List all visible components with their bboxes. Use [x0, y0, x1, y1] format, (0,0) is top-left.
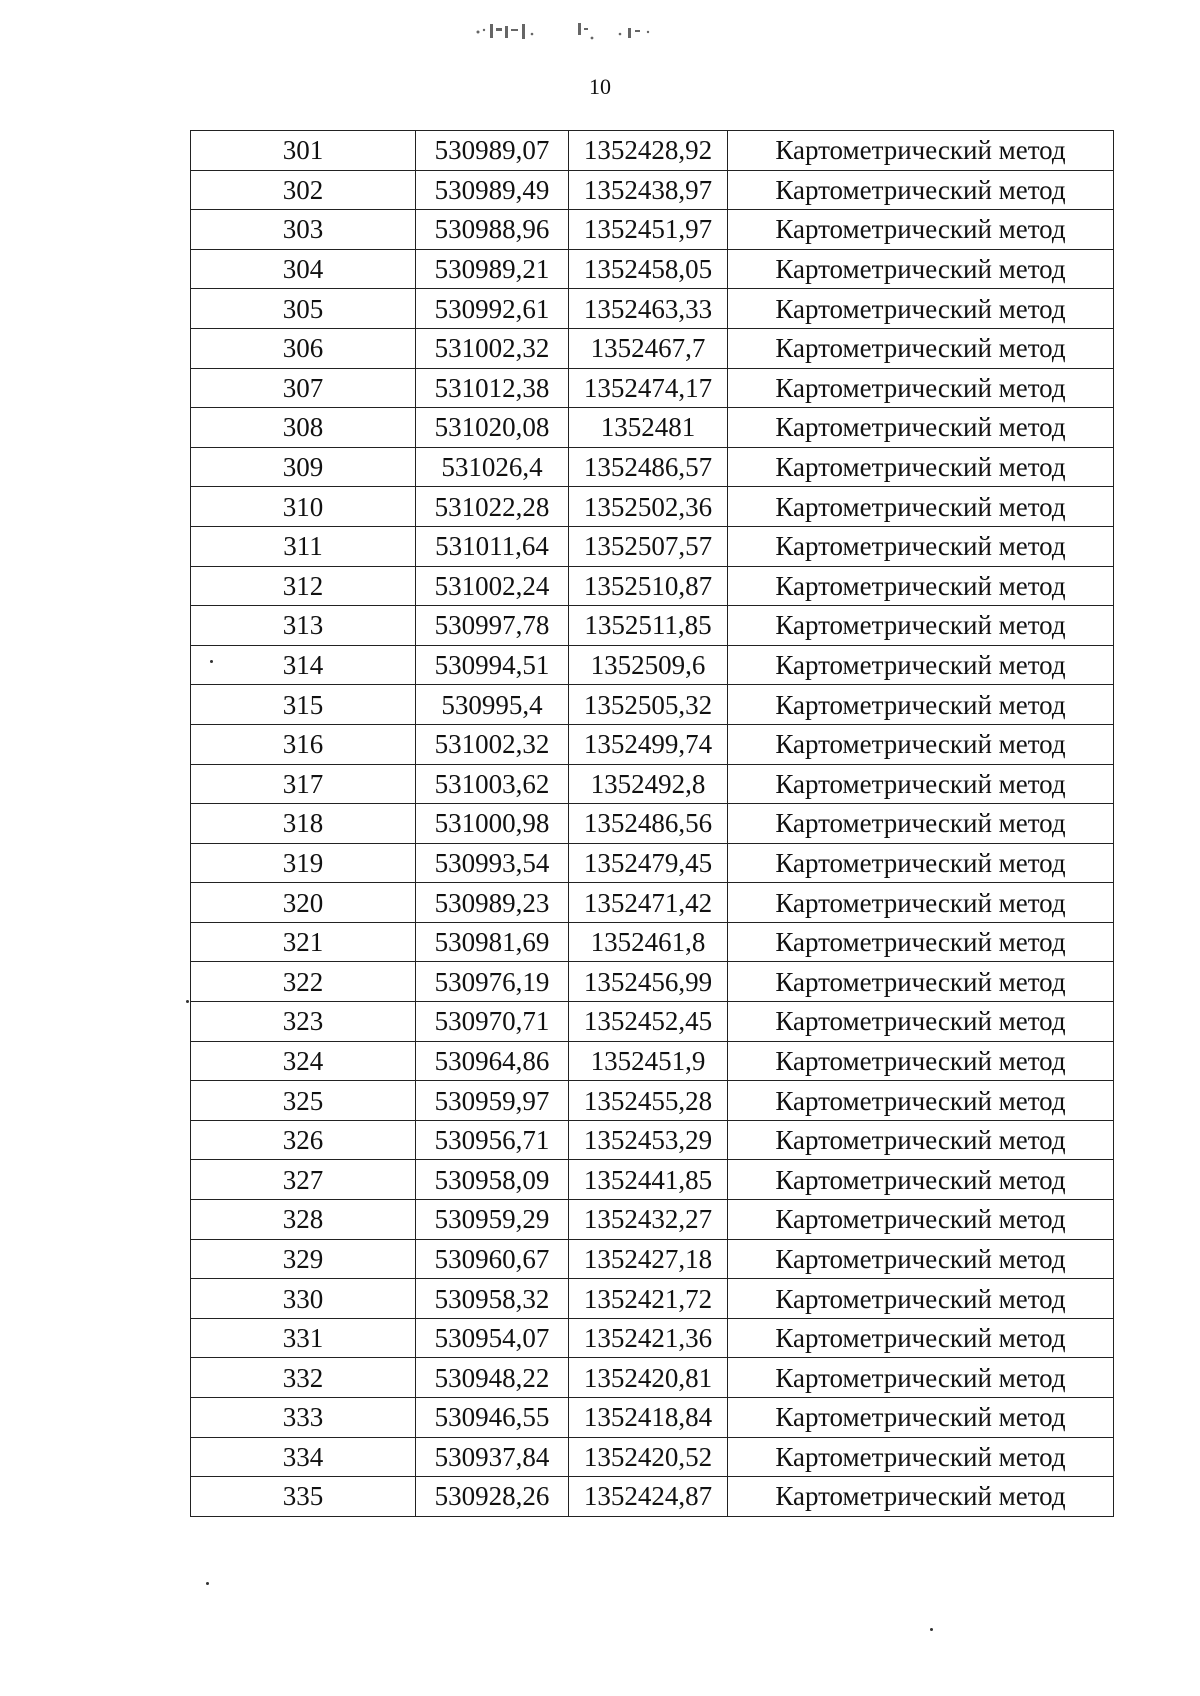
table-row	[191, 249, 1114, 289]
method-cell: Картометрический метод	[728, 131, 1114, 171]
x-coordinate-cell: 531026,4	[416, 447, 569, 487]
method-cell: Картометрический метод	[728, 1279, 1114, 1319]
point-number-cell: 307	[191, 368, 416, 408]
point-number-cell: 301	[191, 131, 416, 171]
point-number-cell: 302	[191, 170, 416, 210]
table-row	[191, 922, 1114, 962]
method-cell: Картометрический метод	[728, 922, 1114, 962]
method-cell: Картометрический метод	[728, 645, 1114, 685]
method-cell: Картометрический метод	[728, 487, 1114, 527]
point-number-cell: 327	[191, 1160, 416, 1200]
method-cell: Картометрический метод	[728, 883, 1114, 923]
point-number-cell: 313	[191, 606, 416, 646]
point-number-cell: 312	[191, 566, 416, 606]
y-coordinate-cell: 1352502,36	[569, 487, 728, 527]
point-number-cell: 333	[191, 1398, 416, 1438]
x-coordinate-cell: 530964,86	[416, 1041, 569, 1081]
table-row	[191, 408, 1114, 448]
table-row	[191, 526, 1114, 566]
x-coordinate-cell: 531020,08	[416, 408, 569, 448]
y-coordinate-cell: 1352505,32	[569, 685, 728, 725]
table-row	[191, 1160, 1114, 1200]
x-coordinate-cell: 530992,61	[416, 289, 569, 329]
method-cell: Картометрический метод	[728, 249, 1114, 289]
point-number-cell: 305	[191, 289, 416, 329]
scan-dot	[210, 660, 213, 663]
y-coordinate-cell: 1352471,42	[569, 883, 728, 923]
x-coordinate-cell: 530995,4	[416, 685, 569, 725]
x-coordinate-cell: 530946,55	[416, 1398, 569, 1438]
point-number-cell: 321	[191, 922, 416, 962]
point-number-cell: 326	[191, 1120, 416, 1160]
method-cell: Картометрический метод	[728, 962, 1114, 1002]
point-number-cell: 334	[191, 1437, 416, 1477]
method-cell: Картометрический метод	[728, 764, 1114, 804]
table-row	[191, 843, 1114, 883]
method-cell: Картометрический метод	[728, 1081, 1114, 1121]
x-coordinate-cell: 530958,09	[416, 1160, 569, 1200]
y-coordinate-cell: 1352441,85	[569, 1160, 728, 1200]
table-row	[191, 606, 1114, 646]
y-coordinate-cell: 1352421,36	[569, 1318, 728, 1358]
x-coordinate-cell: 531003,62	[416, 764, 569, 804]
point-number-cell: 308	[191, 408, 416, 448]
table-row	[191, 1002, 1114, 1042]
method-cell: Картометрический метод	[728, 1437, 1114, 1477]
x-coordinate-cell: 531000,98	[416, 804, 569, 844]
x-coordinate-cell: 530960,67	[416, 1239, 569, 1279]
y-coordinate-cell: 1352461,8	[569, 922, 728, 962]
method-cell: Картометрический метод	[728, 210, 1114, 250]
point-number-cell: 311	[191, 526, 416, 566]
method-cell: Картометрический метод	[728, 328, 1114, 368]
table-row	[191, 447, 1114, 487]
table-row	[191, 328, 1114, 368]
y-coordinate-cell: 1352455,28	[569, 1081, 728, 1121]
point-number-cell: 320	[191, 883, 416, 923]
y-coordinate-cell: 1352507,57	[569, 526, 728, 566]
x-coordinate-cell: 530937,84	[416, 1437, 569, 1477]
x-coordinate-cell: 530988,96	[416, 210, 569, 250]
table-row	[191, 368, 1114, 408]
point-number-cell: 306	[191, 328, 416, 368]
y-coordinate-cell: 1352428,92	[569, 131, 728, 171]
point-number-cell: 322	[191, 962, 416, 1002]
table-row	[191, 1239, 1114, 1279]
y-coordinate-cell: 1352486,56	[569, 804, 728, 844]
x-coordinate-cell: 530997,78	[416, 606, 569, 646]
scan-artifact-icon	[470, 18, 730, 48]
x-coordinate-cell: 530954,07	[416, 1318, 569, 1358]
point-number-cell: 319	[191, 843, 416, 883]
y-coordinate-cell: 1352453,29	[569, 1120, 728, 1160]
method-cell: Картометрический метод	[728, 566, 1114, 606]
table-row	[191, 1041, 1114, 1081]
method-cell: Картометрический метод	[728, 1200, 1114, 1240]
y-coordinate-cell: 1352456,99	[569, 962, 728, 1002]
table-row	[191, 883, 1114, 923]
x-coordinate-cell: 530958,32	[416, 1279, 569, 1319]
point-number-cell: 335	[191, 1477, 416, 1517]
table-row	[191, 685, 1114, 725]
x-coordinate-cell: 531022,28	[416, 487, 569, 527]
table-row	[191, 487, 1114, 527]
table-row	[191, 962, 1114, 1002]
x-coordinate-cell: 530948,22	[416, 1358, 569, 1398]
table-row	[191, 1398, 1114, 1438]
scan-dot	[186, 1000, 189, 1003]
table-row	[191, 804, 1114, 844]
table-row	[191, 1120, 1114, 1160]
point-number-cell: 328	[191, 1200, 416, 1240]
method-cell: Картометрический метод	[728, 289, 1114, 329]
point-number-cell: 314	[191, 645, 416, 685]
y-coordinate-cell: 1352452,45	[569, 1002, 728, 1042]
method-cell: Картометрический метод	[728, 804, 1114, 844]
method-cell: Картометрический метод	[728, 685, 1114, 725]
table-row	[191, 170, 1114, 210]
table-row	[191, 131, 1114, 171]
table-body	[191, 131, 1114, 1517]
table-row	[191, 724, 1114, 764]
y-coordinate-cell: 1352420,81	[569, 1358, 728, 1398]
y-coordinate-cell: 1352492,8	[569, 764, 728, 804]
y-coordinate-cell: 1352458,05	[569, 249, 728, 289]
x-coordinate-cell: 530994,51	[416, 645, 569, 685]
point-number-cell: 303	[191, 210, 416, 250]
y-coordinate-cell: 1352509,6	[569, 645, 728, 685]
point-number-cell: 324	[191, 1041, 416, 1081]
point-number-cell: 331	[191, 1318, 416, 1358]
x-coordinate-cell: 530989,23	[416, 883, 569, 923]
table-row	[191, 210, 1114, 250]
point-number-cell: 304	[191, 249, 416, 289]
y-coordinate-cell: 1352510,87	[569, 566, 728, 606]
method-cell: Картометрический метод	[728, 724, 1114, 764]
method-cell: Картометрический метод	[728, 368, 1114, 408]
method-cell: Картометрический метод	[728, 1358, 1114, 1398]
x-coordinate-cell: 531011,64	[416, 526, 569, 566]
x-coordinate-cell: 530976,19	[416, 962, 569, 1002]
x-coordinate-cell: 530970,71	[416, 1002, 569, 1042]
method-cell: Картометрический метод	[728, 1398, 1114, 1438]
method-cell: Картометрический метод	[728, 1002, 1114, 1042]
scan-dot	[930, 1628, 933, 1631]
y-coordinate-cell: 1352432,27	[569, 1200, 728, 1240]
y-coordinate-cell: 1352427,18	[569, 1239, 728, 1279]
x-coordinate-cell: 530959,97	[416, 1081, 569, 1121]
table-row	[191, 1318, 1114, 1358]
table-row	[191, 566, 1114, 606]
x-coordinate-cell: 530989,21	[416, 249, 569, 289]
table-row	[191, 645, 1114, 685]
y-coordinate-cell: 1352479,45	[569, 843, 728, 883]
method-cell: Картометрический метод	[728, 1120, 1114, 1160]
method-cell: Картометрический метод	[728, 1160, 1114, 1200]
point-number-cell: 329	[191, 1239, 416, 1279]
method-cell: Картометрический метод	[728, 408, 1114, 448]
point-number-cell: 316	[191, 724, 416, 764]
table-row	[191, 1279, 1114, 1319]
y-coordinate-cell: 1352474,17	[569, 368, 728, 408]
table-row	[191, 764, 1114, 804]
y-coordinate-cell: 1352421,72	[569, 1279, 728, 1319]
method-cell: Картометрический метод	[728, 447, 1114, 487]
table-row	[191, 1081, 1114, 1121]
y-coordinate-cell: 1352424,87	[569, 1477, 728, 1517]
point-number-cell: 309	[191, 447, 416, 487]
method-cell: Картометрический метод	[728, 1318, 1114, 1358]
y-coordinate-cell: 1352467,7	[569, 328, 728, 368]
y-coordinate-cell: 1352451,9	[569, 1041, 728, 1081]
method-cell: Картометрический метод	[728, 1239, 1114, 1279]
method-cell: Картометрический метод	[728, 1477, 1114, 1517]
y-coordinate-cell: 1352420,52	[569, 1437, 728, 1477]
point-number-cell: 325	[191, 1081, 416, 1121]
y-coordinate-cell: 1352463,33	[569, 289, 728, 329]
point-number-cell: 317	[191, 764, 416, 804]
table-row	[191, 1200, 1114, 1240]
table-row	[191, 1437, 1114, 1477]
x-coordinate-cell: 530956,71	[416, 1120, 569, 1160]
y-coordinate-cell: 1352438,97	[569, 170, 728, 210]
y-coordinate-cell: 1352486,57	[569, 447, 728, 487]
x-coordinate-cell: 530993,54	[416, 843, 569, 883]
table-row	[191, 1477, 1114, 1517]
x-coordinate-cell: 530981,69	[416, 922, 569, 962]
point-number-cell: 323	[191, 1002, 416, 1042]
y-coordinate-cell: 1352499,74	[569, 724, 728, 764]
x-coordinate-cell: 531012,38	[416, 368, 569, 408]
y-coordinate-cell: 1352481	[569, 408, 728, 448]
x-coordinate-cell: 530989,49	[416, 170, 569, 210]
method-cell: Картометрический метод	[728, 843, 1114, 883]
point-number-cell: 332	[191, 1358, 416, 1398]
y-coordinate-cell: 1352418,84	[569, 1398, 728, 1438]
method-cell: Картометрический метод	[728, 606, 1114, 646]
coordinates-table	[190, 130, 1114, 1517]
table-row	[191, 289, 1114, 329]
x-coordinate-cell: 530959,29	[416, 1200, 569, 1240]
x-coordinate-cell: 531002,32	[416, 724, 569, 764]
x-coordinate-cell: 530989,07	[416, 131, 569, 171]
y-coordinate-cell: 1352511,85	[569, 606, 728, 646]
x-coordinate-cell: 530928,26	[416, 1477, 569, 1517]
point-number-cell: 330	[191, 1279, 416, 1319]
method-cell: Картометрический метод	[728, 1041, 1114, 1081]
scan-dot	[206, 1582, 209, 1585]
method-cell: Картометрический метод	[728, 526, 1114, 566]
x-coordinate-cell: 531002,24	[416, 566, 569, 606]
point-number-cell: 318	[191, 804, 416, 844]
point-number-cell: 310	[191, 487, 416, 527]
x-coordinate-cell: 531002,32	[416, 328, 569, 368]
method-cell: Картометрический метод	[728, 170, 1114, 210]
table-row	[191, 1358, 1114, 1398]
y-coordinate-cell: 1352451,97	[569, 210, 728, 250]
point-number-cell: 315	[191, 685, 416, 725]
page-number: 10	[589, 74, 611, 99]
